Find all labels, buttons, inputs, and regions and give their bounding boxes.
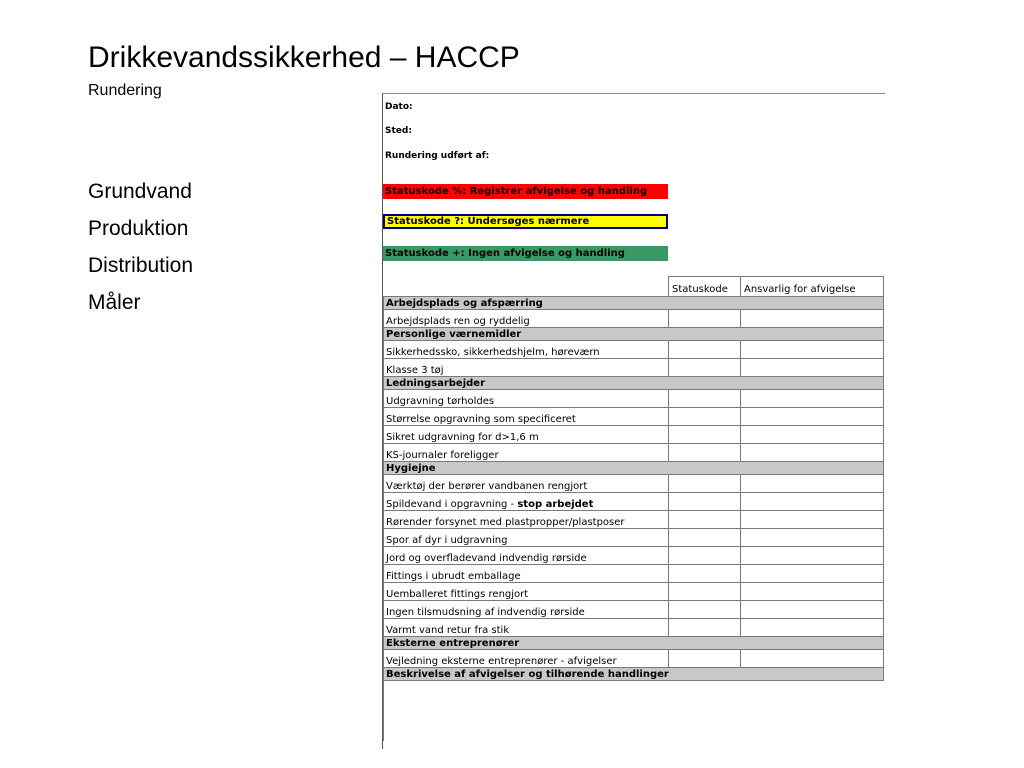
date-label: Dato: — [385, 102, 413, 112]
checklist-item-label — [384, 583, 669, 601]
section-row — [384, 328, 884, 341]
checklist-item-label — [384, 511, 669, 529]
checklist-item-text: Spor af dyr i udgravning — [386, 535, 508, 546]
responsible-cell[interactable] — [741, 310, 884, 328]
checklist-item-text: Spildevand i opgravning - — [386, 499, 518, 510]
checklist-row — [384, 601, 884, 619]
bullet-list — [88, 173, 193, 321]
responsible-cell[interactable] — [741, 619, 884, 637]
status-code-cell[interactable] — [669, 493, 741, 511]
checklist-item-text: Jord og overfladevand indvendig rørside — [386, 553, 587, 564]
stop-work-emphasis: stop arbejdet — [517, 499, 594, 510]
status-code-cell[interactable] — [669, 390, 741, 408]
status-code-cell[interactable] — [669, 341, 741, 359]
responsible-cell[interactable] — [741, 493, 884, 511]
checklist-item-text: Ingen tilsmudsning af indvendig rørside — [386, 607, 585, 618]
status-code-cell[interactable] — [669, 619, 741, 637]
performed-by-label: Rundering udført af: — [385, 151, 490, 161]
checklist-item-label — [384, 390, 669, 408]
checklist-item-text: Udgravning tørholdes — [386, 396, 495, 407]
responsible-cell[interactable] — [741, 601, 884, 619]
checklist-item-text: Rørender forsynet med plastpropper/plastposer — [386, 517, 625, 528]
section-row — [384, 297, 884, 310]
checklist-item-text: Størrelse opgravning som specificeret — [386, 414, 576, 425]
status-code-yellow: Statuskode ?: Undersøges nærmere — [383, 214, 668, 229]
checklist-row — [384, 529, 884, 547]
status-code-cell[interactable] — [669, 475, 741, 493]
status-code-cell[interactable] — [669, 408, 741, 426]
status-code-cell[interactable] — [669, 310, 741, 328]
status-code-cell[interactable] — [669, 529, 741, 547]
checklist-item-label — [384, 601, 669, 619]
checklist-item-label — [384, 493, 669, 511]
responsible-cell[interactable] — [741, 511, 884, 529]
checklist-item-text: Sikret udgravning for d>1,6 m — [386, 432, 539, 443]
section-row — [384, 377, 884, 390]
description-header-row — [384, 668, 884, 681]
responsible-cell[interactable] — [741, 390, 884, 408]
checklist-row — [384, 493, 884, 511]
responsible-cell[interactable] — [741, 650, 884, 668]
checklist-row — [384, 565, 884, 583]
checklist-item-label — [384, 650, 669, 668]
responsible-cell[interactable] — [741, 583, 884, 601]
status-code-red: Statuskode %: Registrer afvigelse og handling — [383, 184, 668, 199]
status-code-cell[interactable] — [669, 511, 741, 529]
section-title: Hygiejne — [384, 462, 884, 475]
checklist-item-label — [384, 359, 669, 377]
checklist-item-text: Uemballeret fittings rengjort — [386, 589, 529, 600]
section-row — [384, 462, 884, 475]
checklist-item-label — [384, 341, 669, 359]
slide-title: Drikkevandssikkerhed – HACCP — [88, 41, 520, 74]
checklist-row — [384, 547, 884, 565]
checklist-item-label — [384, 619, 669, 637]
slide-subtitle: Rundering — [88, 82, 162, 99]
responsible-cell[interactable] — [741, 547, 884, 565]
column-header-ansvarlig: Ansvarlig for afvigelse — [741, 277, 884, 297]
header-blank — [384, 277, 669, 297]
status-code-cell[interactable] — [669, 426, 741, 444]
description-area[interactable] — [384, 681, 884, 742]
checklist-item-label — [384, 529, 669, 547]
checklist-row — [384, 619, 884, 637]
checklist-item-text: Arbejdsplads ren og ryddelig — [386, 316, 530, 327]
status-code-cell[interactable] — [669, 601, 741, 619]
checklist-row — [384, 408, 884, 426]
checklist-row — [384, 511, 884, 529]
responsible-cell[interactable] — [741, 341, 884, 359]
responsible-cell[interactable] — [741, 426, 884, 444]
checklist-item-label — [384, 444, 669, 462]
status-code-cell[interactable] — [669, 547, 741, 565]
checklist-item-label — [384, 547, 669, 565]
checklist-item-label — [384, 408, 669, 426]
checklist-item-text: Varmt vand retur fra stik — [386, 625, 510, 636]
checklist-table — [383, 276, 884, 741]
status-code-green: Statuskode +: Ingen afvigelse og handling — [383, 246, 668, 261]
description-header: Beskrivelse af afvigelser og tilhørende handlinger — [384, 668, 884, 681]
bullet-item: Produktion — [88, 217, 189, 240]
section-title: Personlige værnemidler — [384, 328, 884, 341]
checklist-item-text: Værktøj der berører vandbanen rengjort — [386, 481, 588, 492]
checklist-row — [384, 583, 884, 601]
checklist-row — [384, 475, 884, 493]
responsible-cell[interactable] — [741, 475, 884, 493]
checklist-item-label — [384, 426, 669, 444]
checklist-row — [384, 310, 884, 328]
checklist-item-label — [384, 565, 669, 583]
status-code-cell[interactable] — [669, 650, 741, 668]
column-header-statuskode: Statuskode — [669, 277, 741, 297]
responsible-cell[interactable] — [741, 408, 884, 426]
checklist-item-text: Klasse 3 tøj — [386, 365, 444, 376]
section-row — [384, 637, 884, 650]
header-row — [384, 277, 884, 297]
description-area-row — [384, 681, 884, 742]
checklist-row — [384, 390, 884, 408]
checklist-row — [384, 444, 884, 462]
checklist-item-text: Fittings i ubrudt emballage — [386, 571, 521, 582]
bullet-item: Grundvand — [88, 180, 192, 203]
section-title: Arbejdsplads og afspærring — [384, 297, 884, 310]
checklist-row — [384, 650, 884, 668]
checklist-sheet — [382, 93, 885, 749]
checklist-item-label — [384, 475, 669, 493]
status-code-cell[interactable] — [669, 565, 741, 583]
status-code-cell[interactable] — [669, 583, 741, 601]
section-title: Ledningsarbejder — [384, 377, 884, 390]
bullet-item: Måler — [88, 291, 141, 314]
checklist-row — [384, 341, 884, 359]
checklist-item-text: KS-journaler foreligger — [386, 450, 499, 461]
checklist-item-text: Sikkerhedssko, sikkerhedshjelm, høreværn — [386, 347, 600, 358]
checklist-item-text: Vejledning eksterne entreprenører - afvigelser — [386, 656, 617, 667]
responsible-cell[interactable] — [741, 359, 884, 377]
checklist-row — [384, 426, 884, 444]
section-title: Eksterne entreprenører — [384, 637, 884, 650]
checklist-item-label — [384, 310, 669, 328]
bullet-item: Distribution — [88, 254, 194, 277]
responsible-cell[interactable] — [741, 444, 884, 462]
status-code-cell[interactable] — [669, 444, 741, 462]
place-label: Sted: — [385, 126, 412, 136]
responsible-cell[interactable] — [741, 565, 884, 583]
status-code-cell[interactable] — [669, 359, 741, 377]
checklist-row — [384, 359, 884, 377]
responsible-cell[interactable] — [741, 529, 884, 547]
